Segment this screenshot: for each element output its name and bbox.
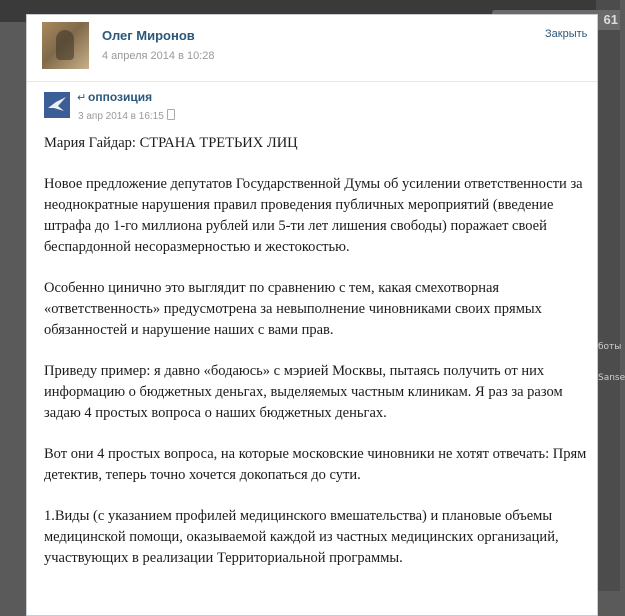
background-page-right <box>596 0 620 591</box>
close-button[interactable]: Закрыть <box>545 28 588 40</box>
background-side-text: боты <box>598 342 622 352</box>
header-divider <box>27 81 597 82</box>
post-paragraph-title: Мария Гайдар: СТРАНА ТРЕТЬИХ ЛИЦ <box>44 135 298 151</box>
author-name-link[interactable]: Олег Миронов <box>102 28 195 43</box>
post-date-link[interactable]: 4 апреля 2014 в 10:28 <box>102 50 215 62</box>
author-avatar[interactable] <box>42 22 89 69</box>
post-header <box>27 15 597 79</box>
group-name-link[interactable]: оппозиция <box>88 90 153 104</box>
background-tab-text: 61 <box>603 12 618 27</box>
post-paragraph: Новое предложение депутатов Государственной Думы об усилении ответственности за неоднократные нарушения правил проведения публичных мероприятий (введение штрафа до 1-го миллиона рублей или 5-ти лет лишения свободы) поражает своей беспардонной несоразмерностью и жестокостью. <box>44 176 583 255</box>
attachment-icon <box>167 109 175 120</box>
background-side-text: Sanse <box>598 373 625 383</box>
group-avatar[interactable] <box>44 92 70 118</box>
post-paragraph: 1.Виды (с указанием профилей медицинского вмешательства) и плановые объемы медицинской помощи, оказываемой каждой из частных медицинских организаций, участвующих в реализации Территориальной программы. <box>44 508 559 566</box>
post-paragraph: Особенно цинично это выглядит по сравнению с тем, какая смехотворная «ответственность» предусмотрена за невыполнение чиновниками своих прямых обязанностей и нарушение наших с вами прав. <box>44 280 542 338</box>
post-paragraph: Приведу пример: я давно «бодаюсь» с мэрией Москвы, пытаясь получить от них информацию о бюджетных деньгах, выделяемых частным клиникам. Я раз за разом задаю 4 простых вопроса о наших бюджетных деньгах. <box>44 363 563 421</box>
group-date-text: 3 апр 2014 в 16:15 <box>78 111 164 122</box>
post-text <box>44 133 589 589</box>
post-paragraph: Вот они 4 простых вопроса, на которые московские чиновники не хотят отвечать: Прям детектив, теперь точно хочется докопаться до сути. <box>44 446 587 483</box>
repost-arrow-icon: ↵ <box>77 92 87 104</box>
group-logo-icon <box>44 92 70 118</box>
post-modal <box>26 14 598 616</box>
group-date-link[interactable] <box>78 109 175 122</box>
